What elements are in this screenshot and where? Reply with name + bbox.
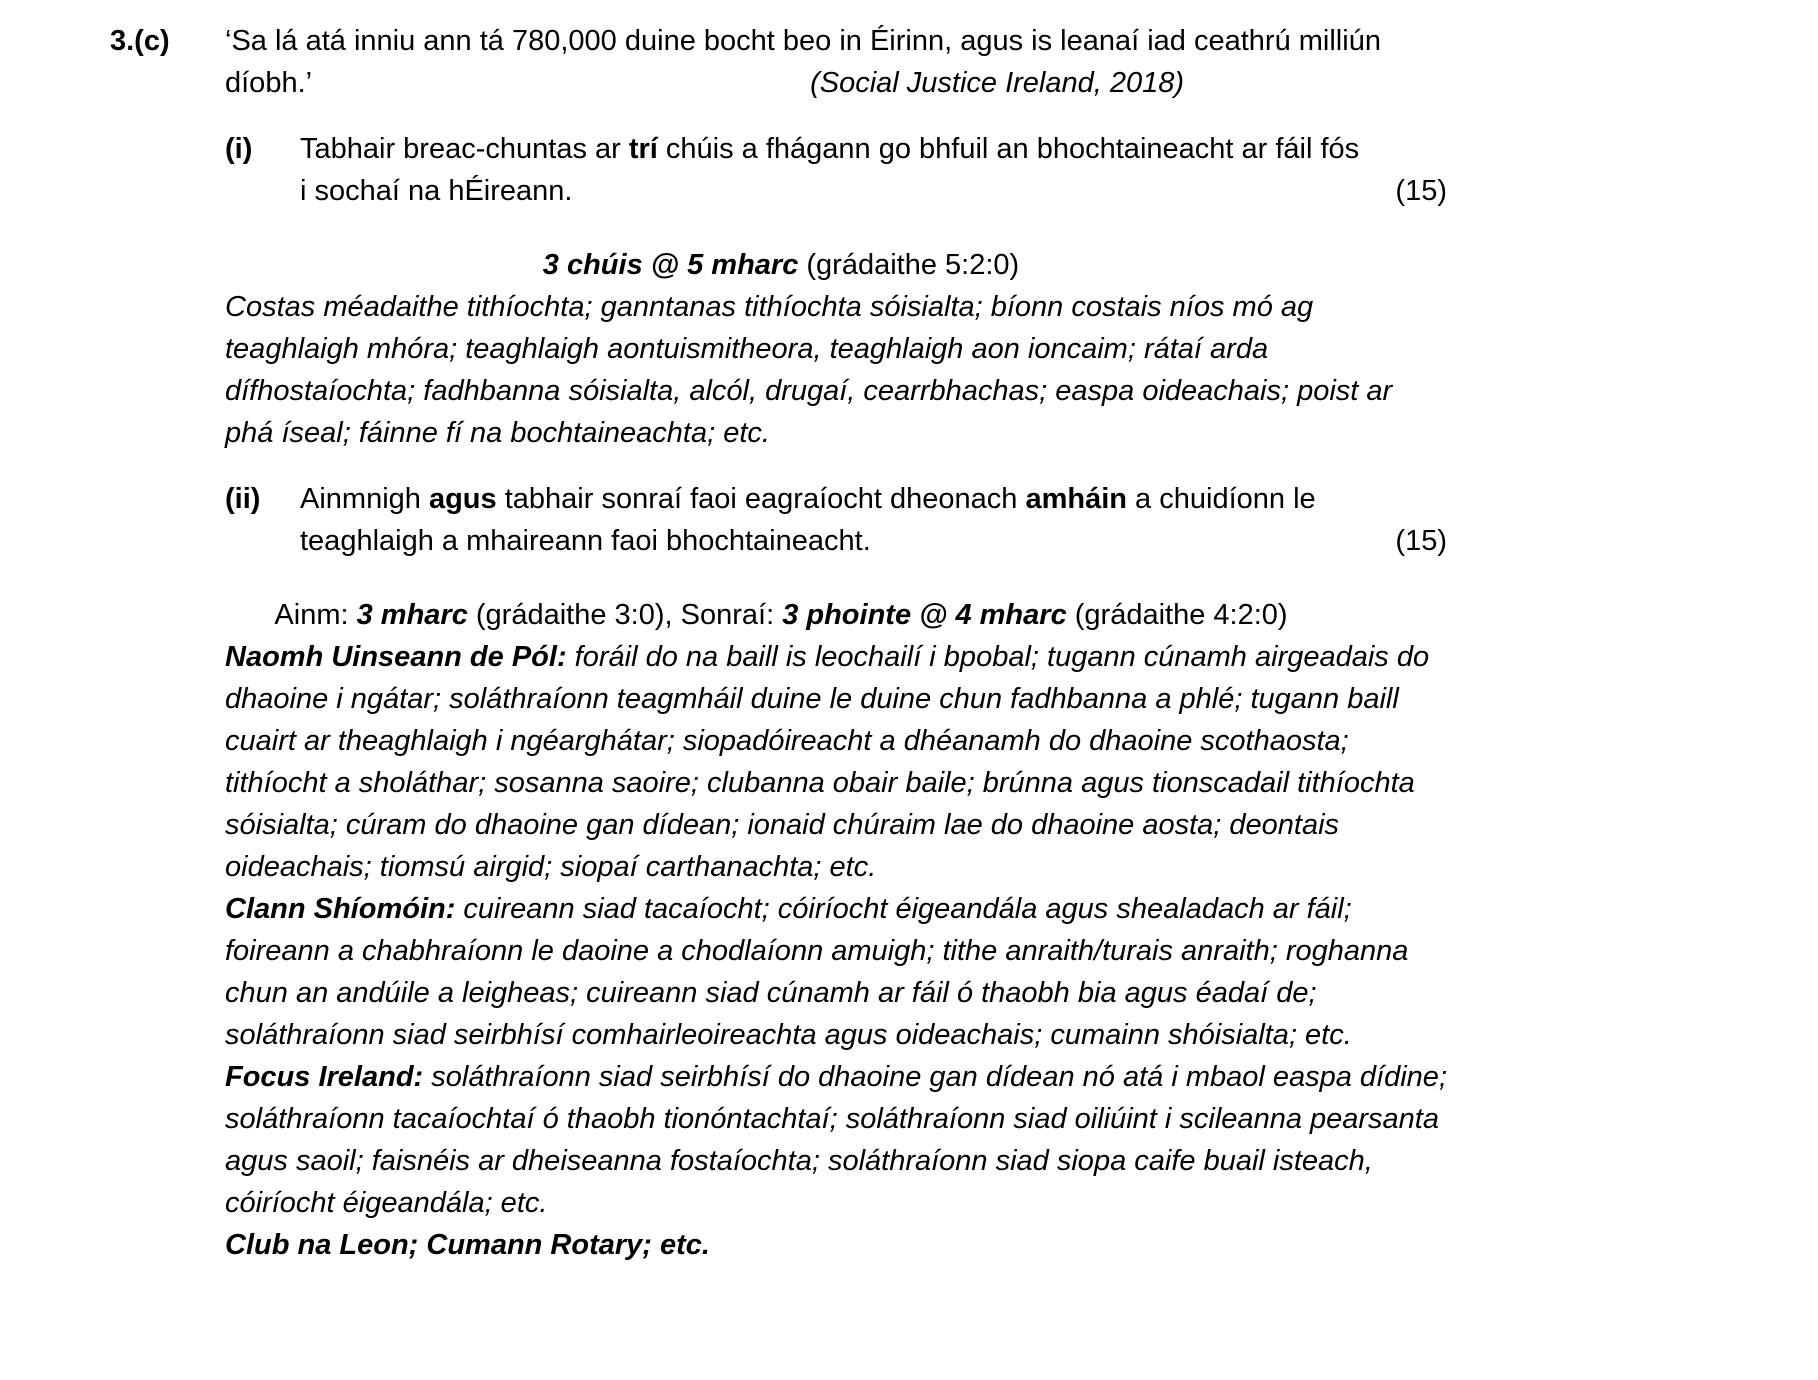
part-i-question-row [225,128,1447,212]
part-i-scheme-heading-bold: 3 chúis @ 5 mharc [542,249,799,281]
org-text-naomh-uinseann: foráil do na baill is leochailí i bpobal; tugann cúnamh airgeadais do dhaoine i ngátar; soláthraíonn teagmháil duine le duine chun fadhbanna a phlé; tugann baill cuairt ar theaghlaigh i ngéarghátar; siopadóireacht a dhéanamh do dhaoine scothaosta; tithíocht a sholáthar; sosanna saoire; clubanna obair baile; brúnna agus tionscadail tithíochta sóisialta; cúram do dhaoine gan dídean; ionaid chúraim lae do dhaoine aosta; deontais oideachais; tiomsú airgid; siopaí carthanachta; etc. [225,641,1430,883]
other-organisations-line: Club na Leon; Cumann Rotary; etc. [225,1229,710,1261]
part-i-text-bold1: trí [628,133,658,165]
part-ii-scheme-heading-seg2: (grádaithe 3:0), Sonraí: [467,599,783,631]
part-i-scheme-answer-text: Costas méadaithe tithíochta; ganntanas tithíochta sóisialta; bíonn costais níos mó ag teaghlaigh mhóra; teaghlaigh aontuismitheora, teaghlaigh aon ioncaim; rátaí arda dífhostaíochta; fadhbanna sóisialta, alcól, drugaí, cearrbhachas; easpa oideachais; poist ar phá íseal; fáinne fí na bochtaineachta; etc. [225,291,1393,449]
part-i-text-seg2: chúis a fhágann go bhfuil an bhochtaineacht ar fáil fós i sochaí na hÉireann. [300,133,1360,207]
question-3c-block [110,20,1818,1266]
part-ii-scheme-heading [225,594,1447,636]
org-name-naomh-uinseann: Naomh Uinseann de Pól: [225,641,567,673]
org-text-focus-ireland: soláthraíonn siad seirbhísí do dhaoine gan dídean nó atá i mbaol easpa dídine; soláthraíonn tacaíochtaí ó thaobh tionóntachtaí; soláthraíonn siad oiliúint i scileanna pearsanta agus saoil; faisnéis ar dheiseanna fostaíochta; soláthraíonn siad siopa caife buail isteach, cóiríocht éigeandála; etc. [225,1061,1447,1219]
part-ii-text-seg3: a chuidíonn le teaghlaigh a mhaireann faoi bhochtaineacht. [300,483,1316,557]
org-paragraph-naomh-uinseann [225,636,1447,888]
quote-source: (Social Justice Ireland, 2018) [810,67,1185,99]
quote-block [225,20,1447,104]
part-ii-marks: (15) [1395,525,1447,557]
org-text-clann-shiomoin: cuireann siad tacaíocht; cóiríocht éigeandála agus shealadach ar fáil; foireann a chabhraíonn le daoine a chodlaíonn amuigh; tithe anraith/turais anraith; roghanna chun an andúile a leigheas; cuireann siad cúnamh ar fáil ó thaobh bia agus éadaí de; soláthraíonn siad seirbhísí comhairleoireachta agus oideachais; cumainn shóisialta; etc. [225,893,1409,1051]
question-body [225,20,1447,1266]
quote-line-1: ‘Sa lá atá inniu ann tá 780,000 duine bocht beo in Éirinn, agus is leanaí iad ceathrú milliún [225,25,1381,57]
part-ii-text-bold2: amháin [1025,483,1127,515]
part-i-scheme-heading [225,244,1447,286]
part-ii-scheme-heading-seg3: (grádaithe 4:2:0) [1066,599,1288,631]
question-number: 3.(c) [110,25,170,57]
org-name-focus-ireland: Focus Ireland: [225,1061,424,1093]
part-i-question-text [300,128,1360,212]
quote-line-2-text: díobh.’ [225,67,313,99]
part-ii-text-seg2: tabhair sonraí faoi eagraíocht dheonach [496,483,1026,515]
part-i-scheme-heading-rest: (grádaithe 5:2:0) [798,249,1020,281]
part-i-marks: (15) [1395,175,1447,207]
quote-line-2 [225,62,1447,104]
part-ii-scheme-heading-bold2: 3 phointe @ 4 mharc [782,599,1067,631]
org-paragraph-clann-shiomoin [225,888,1447,1056]
org-paragraph-focus-ireland [225,1056,1447,1224]
part-ii-text-seg1: Ainmnigh [300,483,429,515]
org-name-clann-shiomoin: Clann Shíomóin: [225,893,456,925]
part-ii-question-row [225,478,1447,562]
part-ii-scheme-heading-seg1: Ainm: [274,599,357,631]
part-ii-scheme-heading-bold1: 3 mharc [356,599,468,631]
part-i-text-seg1: Tabhair breac-chuntas ar [300,133,629,165]
part-ii-label: (ii) [225,483,261,515]
part-ii-question-text [300,478,1360,562]
part-i-label: (i) [225,133,253,165]
part-ii-text-bold1: agus [428,483,497,515]
